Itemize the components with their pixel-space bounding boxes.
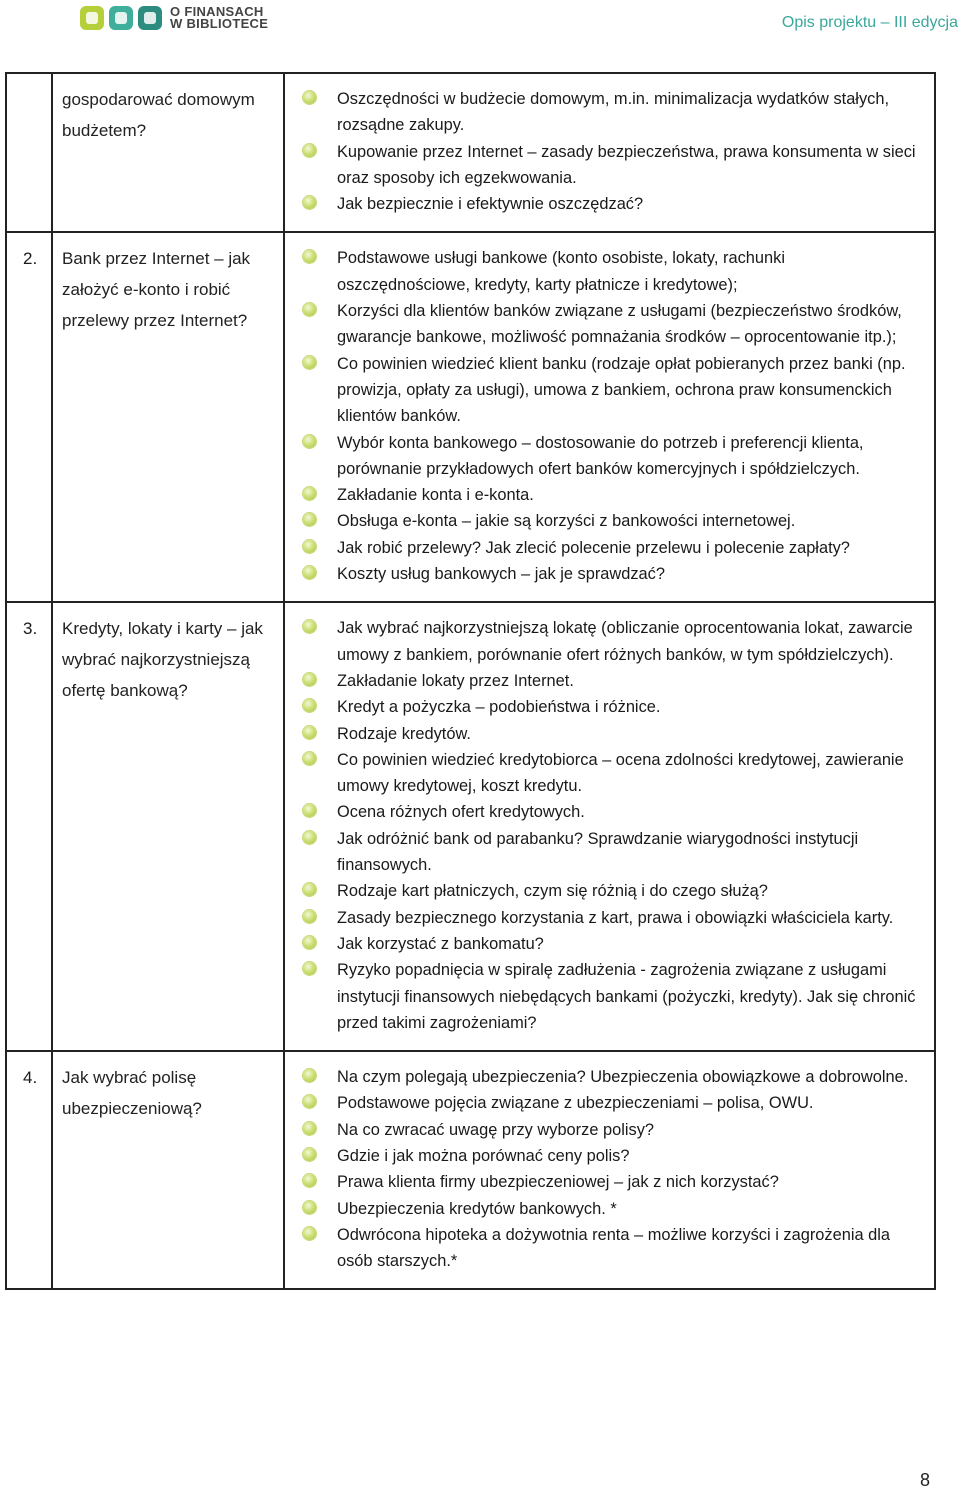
bullet-list (285, 233, 934, 601)
list-item (303, 86, 922, 139)
list-item-text: Oszczędności w budżecie domowym, m.in. minimalizacja wydatków stałych, rozsądne zakupy. (337, 90, 890, 135)
list-item-text: Podstawowe pojęcia związane z ubezpieczeniami – polisa, OWU. (337, 1094, 814, 1113)
bullet-icon (303, 144, 316, 157)
page-number: 8 (919, 1470, 930, 1490)
program-table (5, 72, 936, 1290)
row-number (7, 74, 51, 84)
list-item-text: Ocena różnych ofert kredytowych. (337, 803, 585, 822)
logo-icons (80, 6, 162, 30)
list-item-text: Co powinien wiedzieć klient banku (rodzaje opłat pobieranych przez banki (np. prowizja, opłaty za usługi), umowa z bankiem, ochrona praw konsumenckich klientów banków. (337, 354, 906, 426)
bullet-icon (303, 620, 316, 633)
list-item-text: Koszty usług bankowych – jak je sprawdzać? (337, 565, 665, 584)
list-item (303, 351, 922, 430)
list-item-text: Zasady bezpiecznego korzystania z kart, prawa i obowiązki właściciela karty. (337, 908, 894, 927)
project-logo (80, 3, 268, 33)
list-item (303, 561, 922, 587)
topic-title: Kredyty, lokaty i karty – jak wybrać najkorzystniejszą ofertę bankową? (62, 619, 263, 701)
list-item (303, 1117, 922, 1143)
bullet-icon (303, 1201, 316, 1214)
list-item-text: Wybór konta bankowego – dostosowanie do potrzeb i preferencji klienta, porównanie przykładowych ofert banków komercyjnych i spółdzielczych. (337, 433, 864, 478)
list-item (303, 694, 922, 720)
list-item (303, 615, 922, 668)
list-item (303, 1090, 922, 1116)
house-icon (109, 6, 133, 30)
bullet-list (285, 603, 934, 1050)
row-number-cell (6, 73, 52, 232)
list-item-text: Jak odróżnić bank od parabanku? Sprawdzanie wiarygodności instytucji finansowych. (337, 829, 859, 875)
row-number: 3. (23, 619, 38, 639)
bullet-icon (303, 936, 316, 949)
list-item (303, 1196, 922, 1222)
table-row (6, 232, 935, 602)
logo-text (170, 6, 268, 30)
list-item (303, 482, 922, 508)
list-item (303, 1169, 922, 1195)
bullet-icon (303, 91, 316, 104)
list-item (303, 1222, 922, 1275)
list-item (303, 878, 922, 904)
list-item-text: Jak robić przelewy? Jak zlecić polecenie przelewu i polecenie zapłaty? (337, 538, 850, 557)
list-item (303, 535, 922, 561)
bullet-icon (303, 566, 316, 579)
bullet-icon (303, 1122, 316, 1135)
list-item-text: Jak korzystać z bankomatu? (337, 934, 544, 953)
list-item-text: Obsługa e-konta – jakie są korzyści z bankowości internetowej. (337, 512, 796, 531)
topic-title: gospodarować domowym budżetem? (62, 90, 255, 140)
list-item-text: Jak bezpiecznie i efektywnie oszczędzać? (337, 195, 644, 214)
bullet-icon (303, 540, 316, 553)
list-item (303, 799, 922, 825)
bullet-icon (303, 250, 316, 263)
list-item-text: Gdzie i jak można porównać ceny polis? (337, 1146, 630, 1165)
bullet-list (285, 1052, 934, 1288)
topic-title: Bank przez Internet – jak założyć e-konto i robić przelewy przez Internet? (62, 249, 251, 331)
list-item-text: Prawa klienta firmy ubezpieczeniowej – jak z nich korzystać? (337, 1173, 779, 1192)
list-item-text: Korzyści dla klientów banków związane z usługami (bezpieczeństwo środków, gwarancje bankowe, możliwość pomnażania środków – oprocentowanie itp.); (337, 302, 902, 347)
list-item (303, 245, 922, 298)
bullet-icon (303, 196, 316, 209)
row-number-cell (6, 602, 52, 1051)
row-number-cell (6, 232, 52, 602)
list-item (303, 430, 922, 483)
bullet-icon (303, 726, 316, 739)
list-item-text: Zakładanie lokaty przez Internet. (337, 671, 574, 690)
content-cell (284, 1051, 935, 1289)
logo-line-1: O FINANSACH (170, 4, 264, 19)
content-cell (284, 602, 935, 1051)
bullet-icon (303, 303, 316, 316)
bullet-icon (303, 1148, 316, 1161)
bullet-icon (303, 1227, 316, 1240)
list-item (303, 1064, 922, 1090)
list-item (303, 957, 922, 1036)
row-number: 4. (23, 1068, 38, 1088)
list-item-text: Ryzyko popadnięcia w spiralę zadłużenia - zagrożenia związane z usługami instytucji finansowych niebędących bankami (pożyczki, kredyty). Jak się chronić przed takimi zagrożeniami? (337, 961, 916, 1032)
table-row (6, 602, 935, 1051)
list-item (303, 1143, 922, 1169)
table-row (6, 1051, 935, 1289)
list-item (303, 668, 922, 694)
book-icon (80, 6, 104, 30)
bullet-icon (303, 487, 316, 500)
list-item-text: Rodzaje kart płatniczych, czym się różnią i do czego służą? (337, 882, 768, 901)
list-item-text: Odwrócona hipoteka a dożywotnia renta – możliwe korzyści i zagrożenia dla osób starszych.* (337, 1225, 891, 1271)
row-number-cell (6, 1051, 52, 1289)
list-item-text: Na czym polegają ubezpieczenia? Ubezpieczenia obowiązkowe a dobrowolne. (337, 1068, 909, 1087)
list-item (303, 747, 922, 800)
bullet-list (285, 74, 934, 231)
bullet-icon (303, 1174, 316, 1187)
topic-cell (52, 602, 284, 1051)
page-header (0, 0, 960, 40)
bullet-icon (303, 435, 316, 448)
list-item (303, 191, 922, 217)
list-item-text: Zakładanie konta i e-konta. (337, 486, 534, 505)
list-item-text: Co powinien wiedzieć kredytobiorca – ocena zdolności kredytowej, zawieranie umowy kredytowej, koszt kredytu. (337, 750, 904, 796)
bullet-icon (303, 356, 316, 369)
list-item-text: Jak wybrać najkorzystniejszą lokatę (obliczanie oprocentowania lokat, zawarcie umowy z bankiem, porównanie ofert różnych banków, w tym spółdzielczych). (337, 619, 913, 664)
topic-cell (52, 232, 284, 602)
list-item (303, 139, 922, 192)
bullet-icon (303, 752, 316, 765)
bullet-icon (303, 699, 316, 712)
list-item-text: Rodzaje kredytów. (337, 724, 471, 743)
bullet-icon (303, 883, 316, 896)
bullet-icon (303, 513, 316, 526)
list-item-text: Na co zwracać uwagę przy wyborze polisy? (337, 1120, 655, 1139)
row-number: 2. (23, 249, 38, 269)
bullet-icon (303, 910, 316, 923)
content-cell (284, 73, 935, 232)
topic-title: Jak wybrać polisę ubezpieczeniową? (62, 1068, 202, 1119)
content-cell (284, 232, 935, 602)
list-item (303, 298, 922, 351)
list-item (303, 508, 922, 534)
bullet-icon (303, 804, 316, 817)
list-item-text: Kredyt a pożyczka – podobieństwa i różnice. (337, 698, 661, 717)
list-item-text: Kupowanie przez Internet – zasady bezpieczeństwa, prawa konsumenta w sieci oraz sposoby ich egzekwowania. (337, 142, 916, 187)
topic-cell (52, 1051, 284, 1289)
list-item (303, 905, 922, 931)
bullet-icon (303, 831, 316, 844)
document-title: Opis projektu – III edycja (781, 14, 958, 31)
list-item-text: Ubezpieczenia kredytów bankowych. * (337, 1199, 617, 1218)
list-item (303, 931, 922, 957)
card-icon (138, 6, 162, 30)
list-item (303, 721, 922, 747)
bullet-icon (303, 1095, 316, 1108)
table-row (6, 73, 935, 232)
bullet-icon (303, 673, 316, 686)
list-item (303, 826, 922, 879)
bullet-icon (303, 1069, 316, 1082)
list-item-text: Podstawowe usługi bankowe (konto osobiste, lokaty, rachunki oszczędnościowe, kredyty, karty płatnicze i kredytowe); (337, 249, 785, 294)
bullet-icon (303, 962, 316, 975)
topic-cell (52, 73, 284, 232)
logo-line-2: W BIBLIOTECE (170, 16, 269, 31)
program-table-body (6, 73, 935, 1289)
